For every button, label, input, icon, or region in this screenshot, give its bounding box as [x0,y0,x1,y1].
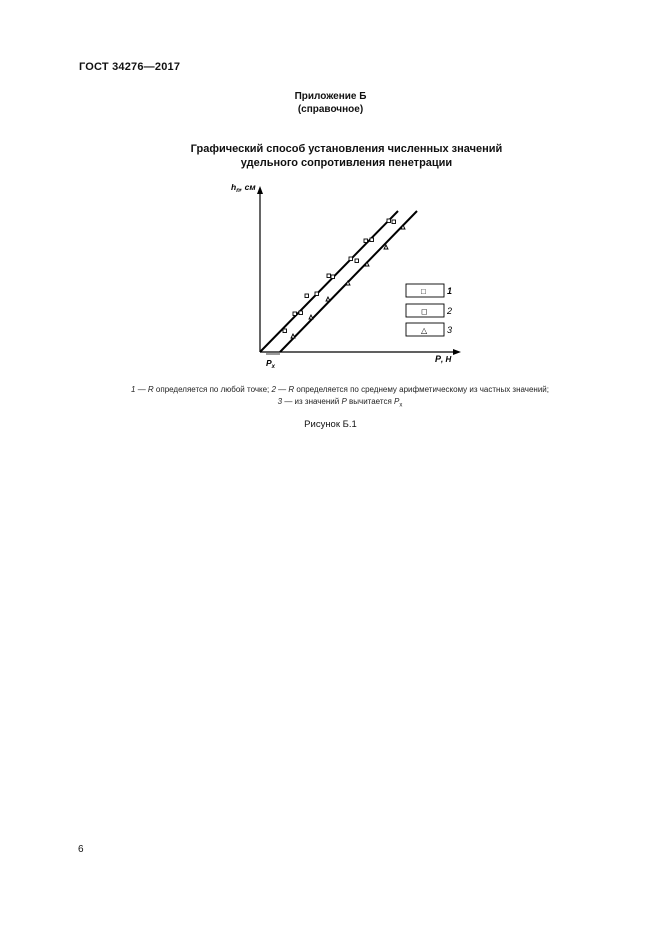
legend-marker-2: ◻ [421,307,428,316]
data-point [315,292,319,296]
data-point [299,311,303,315]
data-point [327,274,331,278]
data-point [387,219,391,223]
series-1-points [283,219,396,333]
appendix-status: (справочное) [297,104,364,115]
data-point [331,275,335,279]
figure-title-line-1: Графический способ установления численных значений [190,143,503,155]
caption-line-2: 3 — из значений P вычитается $P_x$ [277,397,403,409]
data-point [305,294,309,298]
data-point [349,257,353,261]
legend [406,284,452,336]
data-point [392,220,396,224]
appendix-title: Приложение Б [294,91,367,102]
legend-label-2: 2 [447,306,453,316]
figure-label: Рисунок Б.1 [304,419,357,430]
data-point [326,297,330,301]
figure-title-line-2: удельного сопротивления пенетрации [240,157,453,169]
legend-marker-1: □ [421,287,426,296]
data-point [364,239,368,243]
data-point [291,334,295,338]
page-number: 6 [78,844,84,855]
penetration-diagram [0,0,661,400]
data-point [370,238,374,242]
x-axis-arrow [453,349,461,355]
y-axis-arrow [257,186,263,194]
x-axis-label: P, Н [435,354,452,364]
data-point [293,312,297,316]
caption-line-1: 1 — R определяется по любой точке; 2 — R определяется по среднему арифметическому из частных значений; [131,385,549,394]
y-axis-label: $h_n$, см [231,182,256,194]
figure-caption [60,384,620,412]
data-point [355,259,359,263]
data-point [283,329,287,333]
legend-marker-3: △ [421,326,428,335]
data-point [309,315,313,319]
legend-label-1: 1 [447,286,453,296]
x-offset-label: $P_x$ [266,358,276,370]
document-id: ГОСТ 34276—2017 [79,61,181,73]
legend-label-3: 3 [447,325,453,335]
fit-line-1 [260,211,398,352]
